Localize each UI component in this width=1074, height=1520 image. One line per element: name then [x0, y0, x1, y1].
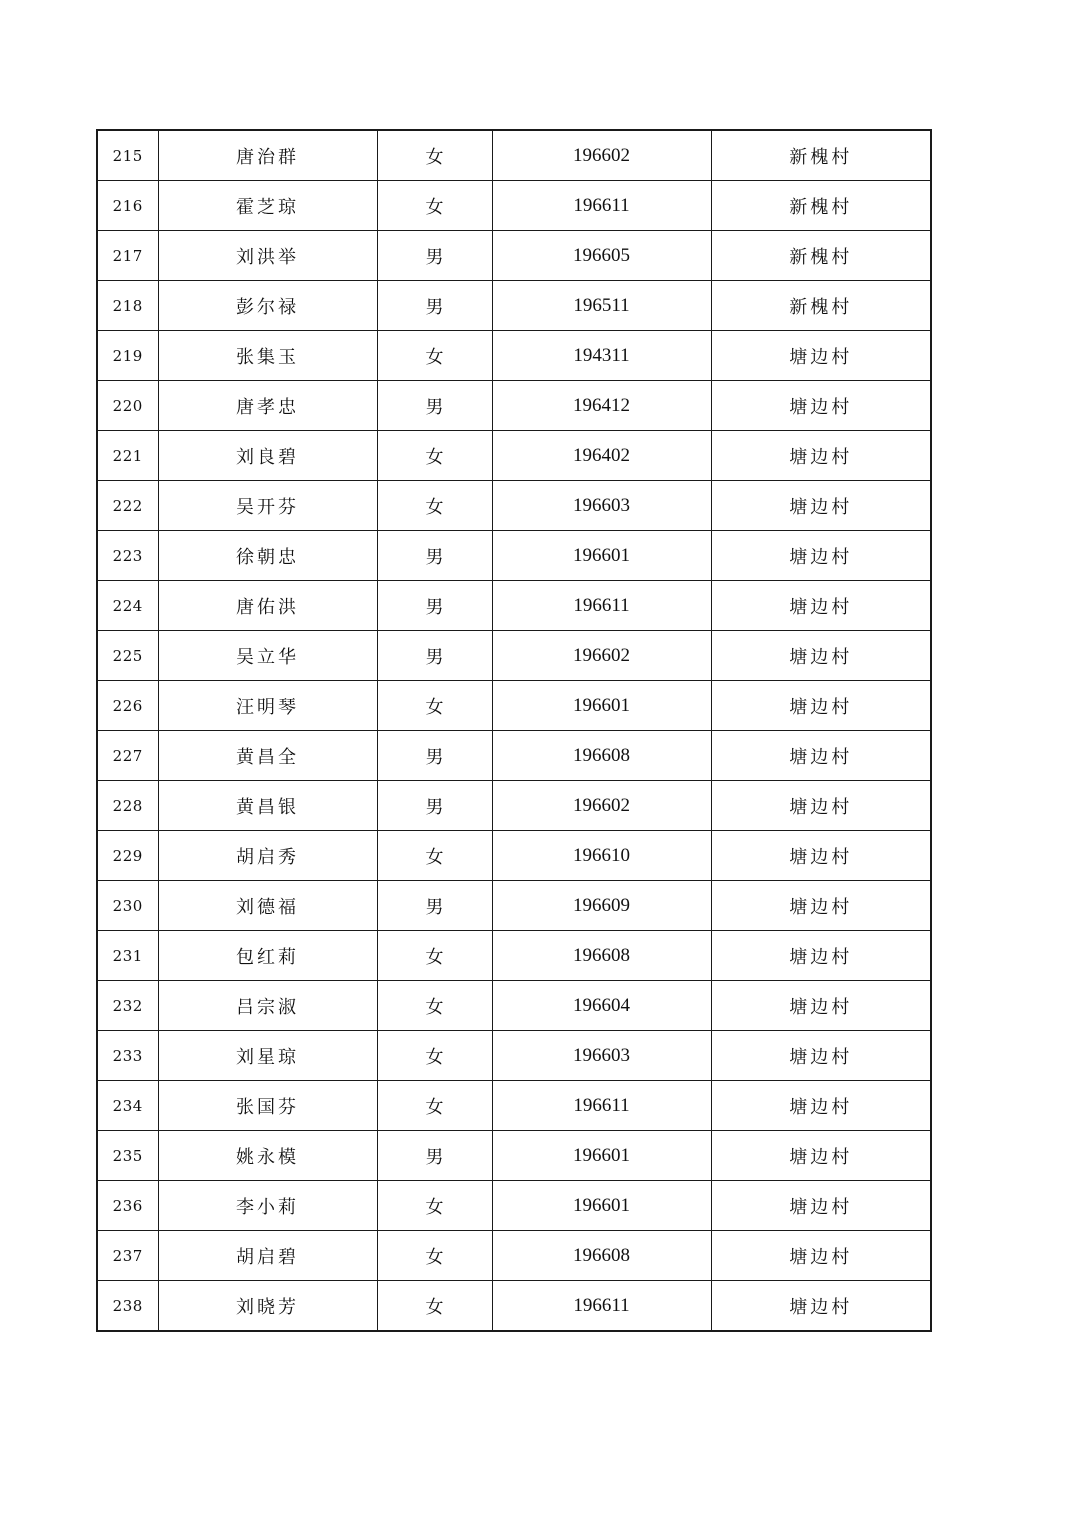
gender: 女: [377, 1281, 492, 1332]
birth-month: 196608: [492, 931, 711, 981]
gender: 男: [377, 231, 492, 281]
gender: 女: [377, 331, 492, 381]
village-name: 塘边村: [711, 331, 931, 381]
person-name: 姚永模: [158, 1131, 377, 1181]
person-name: 刘良碧: [158, 431, 377, 481]
birth-month: 196611: [492, 1081, 711, 1131]
person-name: 刘洪举: [158, 231, 377, 281]
table-row: [97, 631, 931, 681]
row-number: 215: [97, 130, 158, 181]
person-name: 张集玉: [158, 331, 377, 381]
person-name: 唐孝忠: [158, 381, 377, 431]
person-name: 胡启秀: [158, 831, 377, 881]
gender: 男: [377, 781, 492, 831]
birth-month: 196601: [492, 531, 711, 581]
person-name: 张国芬: [158, 1081, 377, 1131]
gender: 男: [377, 1131, 492, 1181]
person-name: 胡启碧: [158, 1231, 377, 1281]
row-number: 227: [97, 731, 158, 781]
gender: 女: [377, 1181, 492, 1231]
table-row: [97, 281, 931, 331]
table-row: [97, 681, 931, 731]
birth-month: 196609: [492, 881, 711, 931]
row-number: 233: [97, 1031, 158, 1081]
row-number: 226: [97, 681, 158, 731]
table-row: [97, 1181, 931, 1231]
gender: 男: [377, 731, 492, 781]
table-row: [97, 1081, 931, 1131]
birth-month: 196601: [492, 1181, 711, 1231]
row-number: 217: [97, 231, 158, 281]
birth-month: 196608: [492, 1231, 711, 1281]
table-row: [97, 481, 931, 531]
village-name: 塘边村: [711, 731, 931, 781]
village-name: 塘边村: [711, 881, 931, 931]
village-name: 塘边村: [711, 1131, 931, 1181]
person-name: 刘德福: [158, 881, 377, 931]
village-name: 塘边村: [711, 581, 931, 631]
village-name: 塘边村: [711, 381, 931, 431]
table-row: [97, 531, 931, 581]
table-row: [97, 130, 931, 181]
row-number: 224: [97, 581, 158, 631]
person-name: 李小莉: [158, 1181, 377, 1231]
gender: 女: [377, 130, 492, 181]
person-name: 黄昌全: [158, 731, 377, 781]
table-row: [97, 981, 931, 1031]
row-number: 235: [97, 1131, 158, 1181]
village-name: 塘边村: [711, 981, 931, 1031]
person-name: 黄昌银: [158, 781, 377, 831]
village-name: 塘边村: [711, 1031, 931, 1081]
table-row: [97, 381, 931, 431]
birth-month: 196610: [492, 831, 711, 881]
village-name: 塘边村: [711, 1081, 931, 1131]
birth-month: 196611: [492, 1281, 711, 1332]
birth-month: 196604: [492, 981, 711, 1031]
person-name: 吕宗淑: [158, 981, 377, 1031]
row-number: 223: [97, 531, 158, 581]
person-name: 包红莉: [158, 931, 377, 981]
table-row: [97, 1031, 931, 1081]
gender: 男: [377, 531, 492, 581]
village-name: 塘边村: [711, 1231, 931, 1281]
village-name: 塘边村: [711, 931, 931, 981]
row-number: 231: [97, 931, 158, 981]
table-row: [97, 831, 931, 881]
table-row: [97, 431, 931, 481]
village-name: 新槐村: [711, 231, 931, 281]
birth-month: 196602: [492, 130, 711, 181]
row-number: 219: [97, 331, 158, 381]
gender: 女: [377, 931, 492, 981]
gender: 男: [377, 581, 492, 631]
birth-month: 196412: [492, 381, 711, 431]
birth-month: 196602: [492, 781, 711, 831]
person-name: 吴开芬: [158, 481, 377, 531]
table-row: [97, 731, 931, 781]
person-name: 唐治群: [158, 130, 377, 181]
row-number: 221: [97, 431, 158, 481]
person-name: 刘星琼: [158, 1031, 377, 1081]
table-row: [97, 1231, 931, 1281]
person-name: 刘晓芳: [158, 1281, 377, 1332]
birth-month: 196602: [492, 631, 711, 681]
table-row: [97, 781, 931, 831]
birth-month: 196603: [492, 1031, 711, 1081]
table-row: [97, 181, 931, 231]
birth-month: 196611: [492, 581, 711, 631]
person-name: 吴立华: [158, 631, 377, 681]
gender: 男: [377, 381, 492, 431]
village-name: 塘边村: [711, 531, 931, 581]
birth-month: 196511: [492, 281, 711, 331]
person-name: 汪明琴: [158, 681, 377, 731]
row-number: 216: [97, 181, 158, 231]
birth-month: 196611: [492, 181, 711, 231]
table-row: [97, 331, 931, 381]
gender: 女: [377, 181, 492, 231]
table-row: [97, 931, 931, 981]
village-name: 塘边村: [711, 631, 931, 681]
row-number: 237: [97, 1231, 158, 1281]
row-number: 225: [97, 631, 158, 681]
person-name: 霍芝琼: [158, 181, 377, 231]
table-row: [97, 1281, 931, 1332]
birth-month: 196402: [492, 431, 711, 481]
village-name: 塘边村: [711, 481, 931, 531]
village-name: 塘边村: [711, 1181, 931, 1231]
village-name: 塘边村: [711, 681, 931, 731]
table-row: [97, 581, 931, 631]
person-name: 徐朝忠: [158, 531, 377, 581]
gender: 女: [377, 1031, 492, 1081]
village-name: 塘边村: [711, 431, 931, 481]
row-number: 229: [97, 831, 158, 881]
row-number: 232: [97, 981, 158, 1031]
gender: 女: [377, 981, 492, 1031]
birth-month: 196605: [492, 231, 711, 281]
gender: 男: [377, 881, 492, 931]
row-number: 220: [97, 381, 158, 431]
row-number: 234: [97, 1081, 158, 1131]
row-number: 222: [97, 481, 158, 531]
row-number: 228: [97, 781, 158, 831]
village-name: 塘边村: [711, 831, 931, 881]
village-name: 塘边村: [711, 781, 931, 831]
birth-month: 196608: [492, 731, 711, 781]
table-row: [97, 231, 931, 281]
row-number: 230: [97, 881, 158, 931]
birth-month: 196601: [492, 1131, 711, 1181]
row-number: 218: [97, 281, 158, 331]
village-name: 新槐村: [711, 281, 931, 331]
village-name: 新槐村: [711, 130, 931, 181]
gender: 男: [377, 281, 492, 331]
row-number: 238: [97, 1281, 158, 1332]
birth-month: 196603: [492, 481, 711, 531]
roster-table: [96, 129, 932, 1332]
birth-month: 194311: [492, 331, 711, 381]
birth-month: 196601: [492, 681, 711, 731]
gender: 女: [377, 831, 492, 881]
gender: 女: [377, 481, 492, 531]
table-row: [97, 881, 931, 931]
person-name: 唐佑洪: [158, 581, 377, 631]
row-number: 236: [97, 1181, 158, 1231]
gender: 男: [377, 631, 492, 681]
gender: 女: [377, 1081, 492, 1131]
village-name: 塘边村: [711, 1281, 931, 1332]
gender: 女: [377, 431, 492, 481]
person-name: 彭尔禄: [158, 281, 377, 331]
gender: 女: [377, 1231, 492, 1281]
gender: 女: [377, 681, 492, 731]
table-row: [97, 1131, 931, 1181]
village-name: 新槐村: [711, 181, 931, 231]
roster-body: [97, 130, 931, 1331]
